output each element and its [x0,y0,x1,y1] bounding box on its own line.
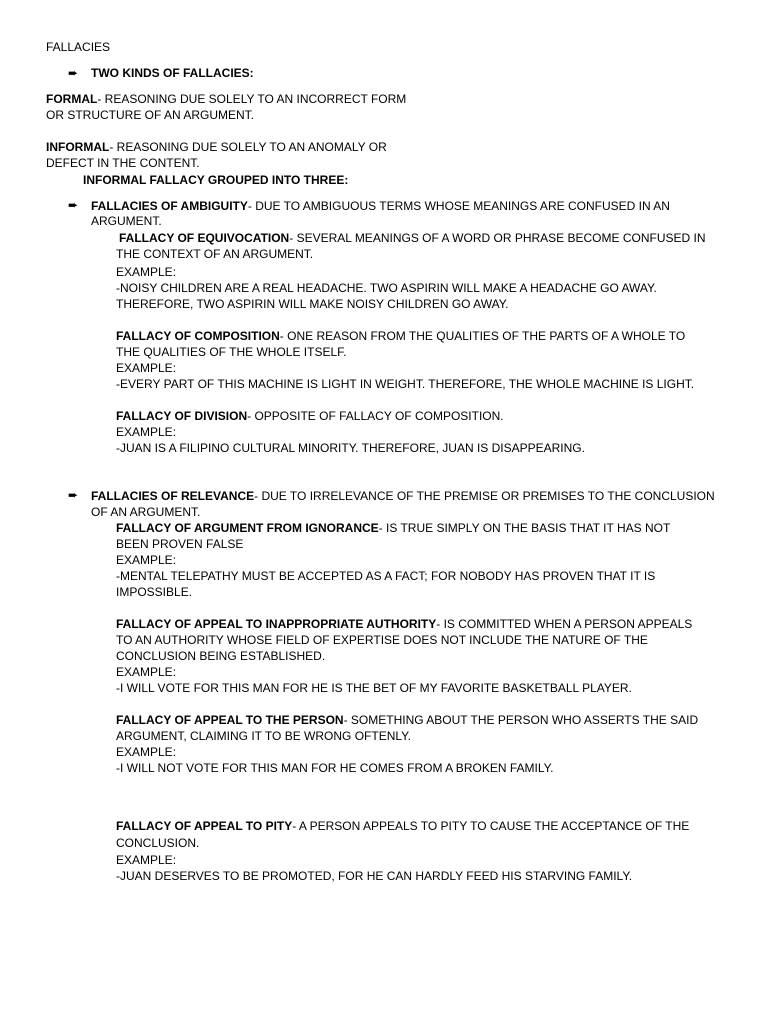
informal-text: - REASONING DUE SOLELY TO AN ANOMALY OR [109,140,387,154]
composition-line-2: THE QUALITIES OF THE WHOLE ITSELF. [116,345,347,359]
relevance-line-2: OF AN ARGUMENT. [91,505,201,519]
example-label: EXAMPLE: [116,745,177,759]
ambiguity-line-1: FALLACIES OF AMBIGUITY- DUE TO AMBIGUOUS TERMS WHOSE MEANINGS ARE CONFUSED IN AN [91,199,670,213]
pity-line-1: FALLACY OF APPEAL TO PITY- A PERSON APPEALS TO PITY TO CAUSE THE ACCEPTANCE OF THE [116,819,690,833]
bullet-arrow-icon: ➨ [68,198,79,212]
relevance-line-1: FALLACIES OF RELEVANCE- DUE TO IRRELEVANCE OF THE PREMISE OR PREMISES TO THE CONCLUSION [91,489,715,503]
ignorance-line-2: BEEN PROVEN FALSE [116,537,244,551]
example-label: EXAMPLE: [116,425,177,439]
equivocation-line-1: FALLACY OF EQUIVOCATION- SEVERAL MEANINGS OF A WORD OR PHRASE BECOME CONFUSED IN [119,231,706,245]
pity-term: FALLACY OF APPEAL TO PITY [116,819,293,833]
formal-definition-line-1 [46,91,406,107]
formal-term: FORMAL [46,92,98,106]
person-term: FALLACY OF APPEAL TO THE PERSON [116,713,344,727]
equivocation-line-2: THE CONTEXT OF AN ARGUMENT. [116,247,314,261]
composition-line-1: FALLACY OF COMPOSITION- ONE REASON FROM THE QUALITIES OF THE PARTS OF A WHOLE TO [116,329,686,343]
person-example-line-1: -I WILL NOT VOTE FOR THIS MAN FOR HE COMES FROM A BROKEN FAMILY. [116,761,554,775]
informal-term: INFORMAL [46,140,110,154]
division-term: FALLACY OF DIVISION [116,409,248,423]
ignorance-line-1: FALLACY OF ARGUMENT FROM IGNORANCE- IS TRUE SIMPLY ON THE BASIS THAT IT HAS NOT [116,521,671,535]
formal-text: - REASONING DUE SOLELY TO AN INCORRECT FORM [97,92,407,106]
division-line-1: FALLACY OF DIVISION- OPPOSITE OF FALLACY OF COMPOSITION. [116,409,504,423]
bullet-arrow-icon: ➨ [68,488,79,502]
informal-grouped-heading: INFORMAL FALLACY GROUPED INTO THREE: [83,173,349,187]
example-label: EXAMPLE: [116,361,177,375]
authority-line-2: TO AN AUTHORITY WHOSE FIELD OF EXPERTISE DOES NOT INCLUDE THE NATURE OF THE [116,633,648,647]
ignorance-term: FALLACY OF ARGUMENT FROM IGNORANCE [116,521,379,535]
pity-example-line-1: -JUAN DESERVES TO BE PROMOTED, FOR HE CAN HARDLY FEED HIS STARVING FAMILY. [116,869,633,883]
equivocation-term: FALLACY OF EQUIVOCATION [119,231,290,245]
equivocation-example-line-1: -NOISY CHILDREN ARE A REAL HEADACHE. TWO ASPIRIN WILL MAKE A HEADACHE GO AWAY. [116,281,657,295]
authority-line-1: FALLACY OF APPEAL TO INAPPROPRIATE AUTHORITY- IS COMMITTED WHEN A PERSON APPEALS [116,617,693,631]
bullet-arrow-icon: ➨ [68,66,79,80]
person-line-1: FALLACY OF APPEAL TO THE PERSON- SOMETHING ABOUT THE PERSON WHO ASSERTS THE SAID [116,713,699,727]
example-label: EXAMPLE: [116,553,177,567]
authority-example-line-1: -I WILL VOTE FOR THIS MAN FOR HE IS THE BET OF MY FAVORITE BASKETBALL PLAYER. [116,681,632,695]
document-title: FALLACIES [46,40,111,54]
division-example-line-1: -JUAN IS A FILIPINO CULTURAL MINORITY. THEREFORE, JUAN IS DISAPPEARING. [116,441,585,455]
example-label: EXAMPLE: [116,665,177,679]
composition-term: FALLACY OF COMPOSITION [116,329,280,343]
equivocation-example-line-2: THEREFORE, TWO ASPIRIN WILL MAKE NOISY CHILDREN GO AWAY. [116,297,509,311]
informal-definition-line-1 [46,139,387,155]
ambiguity-term: FALLACIES OF AMBIGUITY [91,199,248,213]
composition-example-line-1: -EVERY PART OF THIS MACHINE IS LIGHT IN WEIGHT. THEREFORE, THE WHOLE MACHINE IS LIGHT. [116,377,695,391]
ignorance-example-line-1: -MENTAL TELEPATHY MUST BE ACCEPTED AS A FACT; FOR NOBODY HAS PROVEN THAT IT IS [116,569,656,583]
example-label: EXAMPLE: [116,853,177,867]
authority-term: FALLACY OF APPEAL TO INAPPROPRIATE AUTHORITY [116,617,437,631]
ignorance-example-line-2: IMPOSSIBLE. [116,585,193,599]
example-label: EXAMPLE: [116,265,177,279]
relevance-term: FALLACIES OF RELEVANCE [91,489,255,503]
pity-line-2: CONCLUSION. [116,836,200,850]
two-kinds-heading: TWO KINDS OF FALLACIES: [91,66,254,80]
formal-definition-line-2: OR STRUCTURE OF AN ARGUMENT. [46,108,255,122]
ambiguity-line-2: ARGUMENT. [91,214,162,228]
informal-definition-line-2: DEFECT IN THE CONTENT. [46,156,200,170]
person-line-2: ARGUMENT, CLAIMING IT TO BE WRONG OFTENLY. [116,729,411,743]
authority-line-3: CONCLUSION BEING ESTABLISHED. [116,649,326,663]
